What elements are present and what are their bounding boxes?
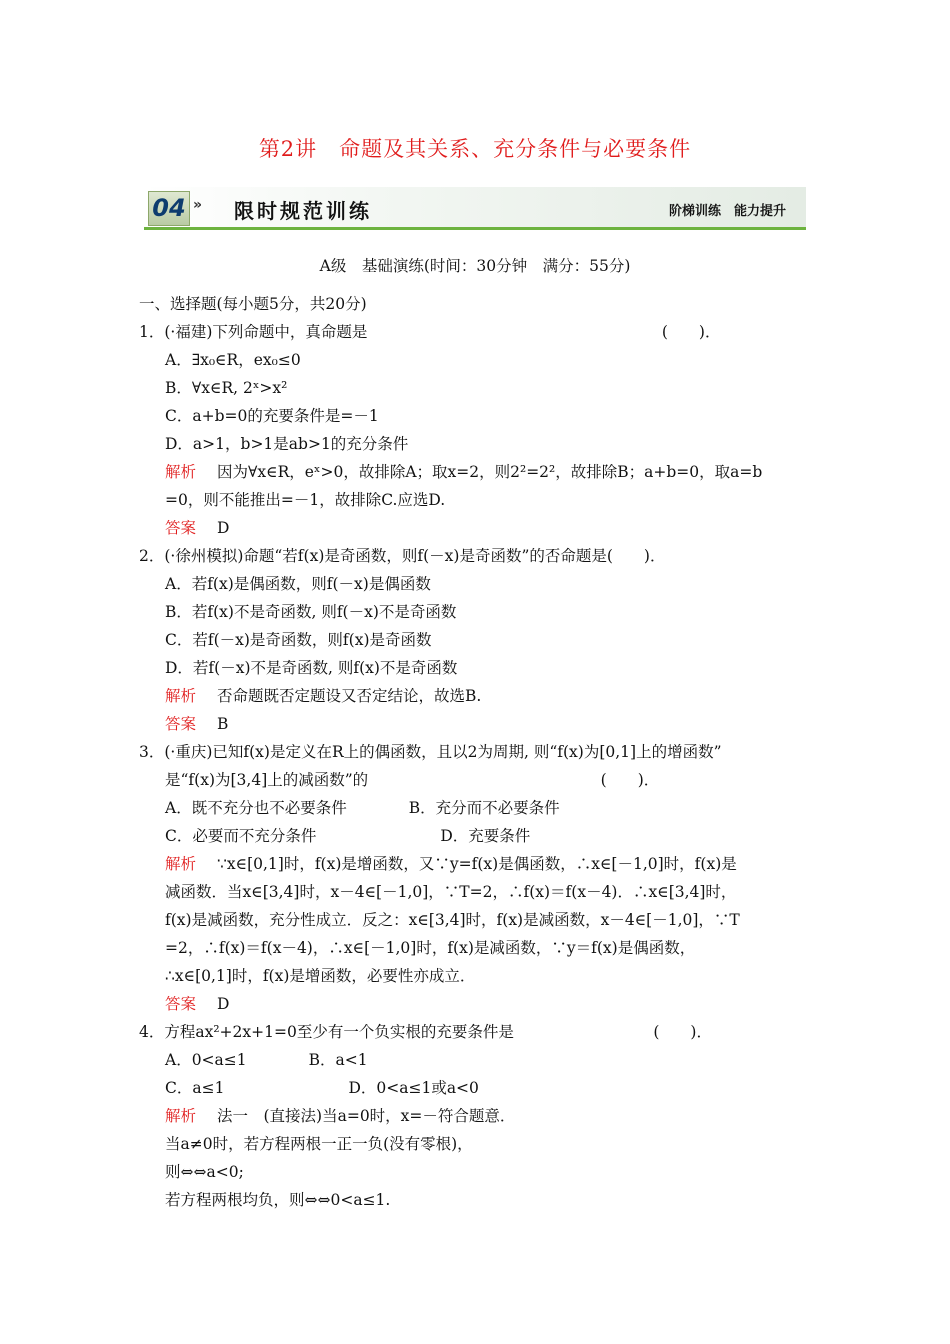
q1-analysis-line-2: =0，则不能推出=－1，故排除C.应选D. [165, 491, 446, 509]
q2-option-c: C．若f(－x)是奇函数，则f(x)是奇函数 [165, 631, 432, 649]
page-title: 第2讲 命题及其关系、充分条件与必要条件 [258, 137, 692, 161]
q2-analysis: 否命题既否定题设又否定结论，故选B. [217, 687, 482, 705]
q3-answer-label: 答案 [165, 995, 197, 1013]
q3-analysis-line-4: =2，∴f(x)＝f(x－4)，∴x∈[－1,0]时，f(x)是减函数，∵y＝f(x)是偶函数， [165, 939, 696, 957]
q3-analysis-line-1: ∵x∈[0,1]时，f(x)是增函数，又∵y=f(x)是偶函数，∴x∈[－1,0]时，f(x)是 [217, 855, 737, 873]
chevron-icon: » [193, 197, 203, 213]
q1-analysis-label: 解析 [165, 463, 197, 481]
q3-analysis-line-3: f(x)是减函数，充分性成立．反之：x∈[3,4]时，f(x)是减函数，x－4∈[－1,0]，∵T [165, 911, 740, 929]
q2-analysis-label: 解析 [165, 687, 197, 705]
banner-underline [144, 227, 806, 230]
section-heading: 一、选择题(每小题5分，共20分) [139, 295, 367, 313]
section-banner [144, 187, 806, 231]
q4-analysis-line-2: 当a≠0时，若方程两根一正一负(没有零根)， [165, 1135, 473, 1153]
q2-option-a: A．若f(x)是偶函数，则f(－x)是偶函数 [165, 575, 431, 593]
q2-answer-label: 答案 [165, 715, 197, 733]
q3-options-ab: A．既不充分也不必要条件 B．充分而不必要条件 [165, 799, 560, 817]
question-2: 2．(·徐州模拟)命题“若f(x)是奇函数，则f(－x)是奇函数”的否命题是( )． [139, 547, 666, 565]
q2-option-b: B．若f(x)不是奇函数, 则f(－x)不是奇函数 [165, 603, 457, 621]
section-number-badge: 04 [148, 191, 190, 226]
q3-analysis-line-2: 减函数．当x∈[3,4]时，x－4∈[－1,0]，∵T=2，∴f(x)＝f(x－4)．∴x∈[3,4]时， [165, 883, 737, 901]
q1-answer: D [217, 519, 230, 537]
question-1: 1．(·福建)下列命题中，真命题是 ( )． [139, 323, 721, 341]
q1-option-a: A．∃x₀∈R，ex₀≤0 [165, 351, 301, 369]
q2-answer: B [217, 715, 229, 733]
banner-title: 限时规范训练 [234, 199, 372, 223]
q4-options-cd: C．a≤1 D．0<a≤1或a<0 [165, 1079, 479, 1097]
banner-subtitle: 阶梯训练 能力提升 [668, 204, 786, 219]
q3-options-cd: C．必要而不充分条件 D．充要条件 [165, 827, 531, 845]
level-header: A级 基础演练(时间：30分钟 满分：55分) [319, 257, 631, 275]
q4-analysis-line-3: 则⇔⇔a<0; [165, 1163, 244, 1181]
question-3-line-1: 3．(·重庆)已知f(x)是定义在R上的偶函数，且以2为周期, 则“f(x)为[0,1]上的增函数” [139, 743, 722, 761]
q4-options-ab: A．0<a≤1 B．a<1 [165, 1051, 368, 1069]
question-3-line-2: 是“f(x)为[3,4]上的减函数”的 ( )． [165, 771, 660, 789]
q1-option-b: B．∀x∈R, 2ˣ>x² [165, 379, 288, 397]
q4-analysis-line-1: 法一 (直接法)当a=0时，x=－符合题意． [217, 1107, 516, 1125]
question-4: 4．方程ax²+2x+1=0至少有一个负实根的充要条件是 ( )． [139, 1023, 712, 1041]
q3-analysis-line-5: ∴x∈[0,1]时，f(x)是增函数，必要性亦成立． [165, 967, 476, 985]
q1-option-d: D．a>1，b>1是ab>1的充分条件 [165, 435, 409, 453]
q1-option-c: C．a+b=0的充要条件是=－1 [165, 407, 379, 425]
q3-answer: D [217, 995, 230, 1013]
q2-option-d: D．若f(－x)不是奇函数, 则f(x)不是奇函数 [165, 659, 458, 677]
q3-analysis-label: 解析 [165, 855, 197, 873]
q1-analysis-line-1: 因为∀x∈R，eˣ>0，故排除A；取x=2，则2²=2²，故排除B；a+b=0，取a=b [217, 463, 763, 481]
q1-answer-label: 答案 [165, 519, 197, 537]
q4-analysis-label: 解析 [165, 1107, 197, 1125]
q4-analysis-line-4: 若方程两根均负，则⇔⇔0<a≤1. [165, 1191, 391, 1209]
